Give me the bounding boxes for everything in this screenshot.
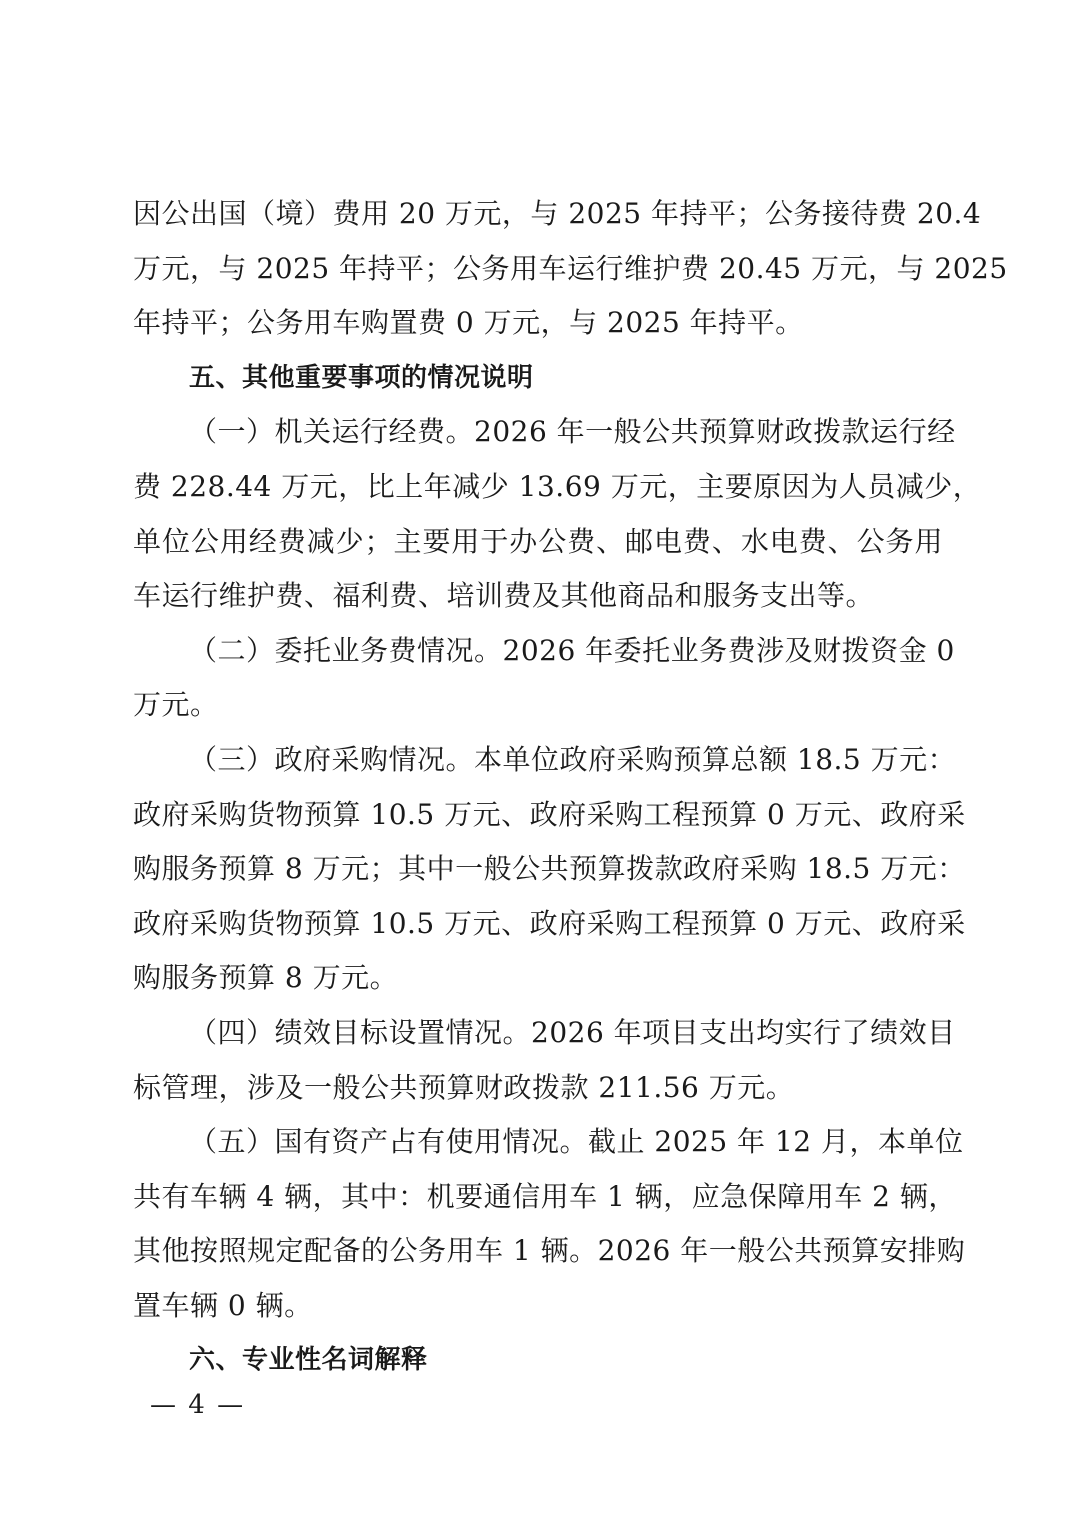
body-line: 因公出国（境）费用 20 万元，与 2025 年持平；公务接待费 20.4 [133, 197, 982, 230]
body-line: 万元。 [133, 688, 219, 722]
section-heading-five: 五、其他重要事项的情况说明 [189, 362, 534, 393]
body-line: （三）政府采购情况。本单位政府采购预算总额 18.5 万元： [189, 742, 957, 776]
body-line: 单位公用经费减少；主要用于办公费、邮电费、水电费、公务用 [133, 524, 943, 558]
body-line: 政府采购货物预算 10.5 万元、政府采购工程预算 0 万元、政府采 [133, 906, 966, 940]
body-line: 万元，与 2025 年持平；公务用车运行维护费 20.45 万元，与 2025 [133, 251, 1008, 285]
body-line: 购服务预算 8 万元；其中一般公共预算拨款政府采购 18.5 万元： [133, 852, 966, 886]
body-line: 标管理，涉及一般公共预算财政拨款 211.56 万元。 [133, 1070, 795, 1104]
body-line: 共有车辆 4 辆，其中：机要通信用车 1 辆，应急保障用车 2 辆， [133, 1179, 957, 1213]
body-line: 购服务预算 8 万元。 [133, 961, 399, 995]
body-line: （一）机关运行经费。2026 年一般公共预算财政拨款运行经 [189, 415, 956, 449]
body-line: （五）国有资产占有使用情况。截止 2025 年 12 月，本单位 [189, 1125, 964, 1159]
document-body [133, 187, 1008, 1388]
section-heading-six: 六、专业性名词解释 [189, 1345, 428, 1376]
body-line: （二）委托业务费情况。2026 年委托业务费涉及财拨资金 0 [189, 633, 955, 667]
body-line: 车运行维护费、福利费、培训费及其他商品和服务支出等。 [133, 579, 875, 613]
body-line: 置车辆 0 辆。 [133, 1288, 313, 1322]
body-line: 费 228.44 万元，比上年减少 13.69 万元，主要原因为人员减少， [133, 469, 982, 503]
body-line: （四）绩效目标设置情况。2026 年项目支出均实行了绩效目 [189, 1015, 956, 1049]
body-line: 政府采购货物预算 10.5 万元、政府采购工程预算 0 万元、政府采 [133, 797, 966, 831]
page-number: — 4 — [150, 1390, 246, 1420]
body-line: 其他按照规定配备的公务用车 1 辆。2026 年一般公共预算安排购 [133, 1234, 966, 1268]
body-line: 年持平；公务用车购置费 0 万元，与 2025 年持平。 [133, 306, 804, 340]
